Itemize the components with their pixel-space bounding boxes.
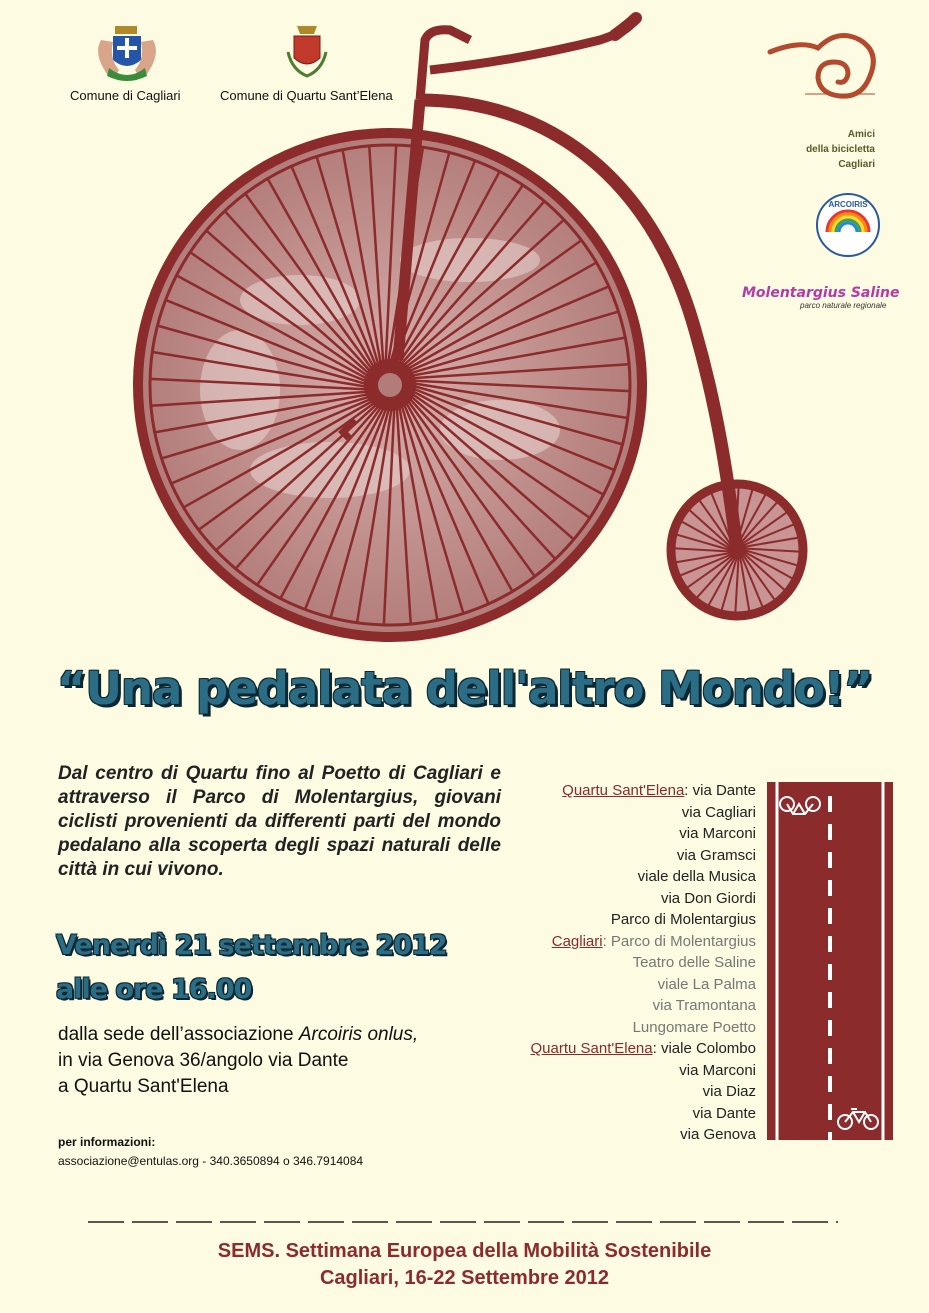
route-street: via Tramontana [652, 997, 756, 1014]
route-street: : via Dante [684, 782, 756, 799]
route-city-quartu: Quartu Sant'Elena [562, 782, 685, 799]
route-street: via Diaz [702, 1083, 756, 1100]
arcoiris-name: ARCOIRIS [828, 200, 868, 209]
separator-line [88, 1212, 838, 1230]
route-row [531, 780, 757, 802]
route-street: Parco di Molentargius [610, 911, 756, 928]
bicycle-icon [838, 1109, 878, 1129]
amici-line1: Amici [847, 129, 875, 140]
route-street: Teatro delle Saline [632, 954, 756, 971]
bike-lane-icon [767, 782, 893, 1140]
route-row [531, 1038, 757, 1060]
route-street: : viale Colombo [652, 1040, 756, 1057]
route-street: via Marconi [679, 1061, 756, 1079]
bike-lane [767, 782, 893, 1140]
departure-line2: in via Genova 36/angolo via Dante [58, 1050, 349, 1071]
departure-line1-prefix: dalla sede dell’associazione [58, 1024, 299, 1045]
intro-paragraph: Dal centro di Quartu fino al Poetto di Cagliari e attraverso il Parco di Molentargius, giovani ciclisti provenienti da differenti parti del mondo pedalano alla scoperta degli spazi naturali delle città in cui vivono. [58, 763, 501, 880]
route-street: via Don Giordi [660, 889, 756, 907]
route-street: via Marconi [679, 825, 756, 842]
route-street: viale La Palma [657, 975, 756, 993]
bicycle-icon [780, 797, 820, 814]
info-heading: per informazioni: [58, 1135, 156, 1149]
departure-line3: a Quartu Sant'Elena [58, 1076, 229, 1097]
route-street: via Genova [680, 1126, 756, 1143]
route-street: via Cagliari [681, 803, 756, 821]
route-list [531, 780, 757, 1146]
route-city-cagliari: Cagliari [551, 932, 603, 950]
route-street: viale della Musica [637, 868, 756, 885]
event-date: Venerdì 21 settembre 2012 [56, 930, 447, 961]
footer-line1: SEMS. Settimana Europea della Mobilità Sostenibile [217, 1240, 712, 1262]
amici-line3: Cagliari [838, 159, 875, 170]
main-title: “Una pedalata dell'altro Mondo!” [56, 662, 873, 715]
departure-address [58, 1022, 418, 1100]
route-city-quartu-return: Quartu Sant'Elena [530, 1040, 653, 1057]
molentargius-title: Molentargius Saline [742, 285, 900, 301]
route-row [531, 931, 757, 953]
info-contact: associazione@entulas.org - 340.3650894 o 346.7914084 [58, 1154, 364, 1168]
event-time: alle ore 16.00 [56, 974, 252, 1005]
route-street: Lungomare Poetto [632, 1018, 756, 1036]
footer-line2: Cagliari, 16-22 Settembre 2012 [319, 1267, 610, 1289]
departure-line1-italic: Arcoiris onlus, [298, 1024, 419, 1045]
route-street: via Dante [692, 1104, 756, 1122]
amici-line2: della bicicletta [806, 144, 875, 155]
cagliari-label: Comune di Cagliari [70, 88, 181, 103]
molentargius-subtitle: parco naturale regionale [800, 301, 887, 310]
separator-dashes [88, 1219, 838, 1225]
route-street: via Gramsci [676, 846, 756, 864]
quartu-label: Comune di Quartu Sant’Elena [220, 88, 393, 103]
route-street: : Parco di Molentargius [602, 932, 756, 950]
